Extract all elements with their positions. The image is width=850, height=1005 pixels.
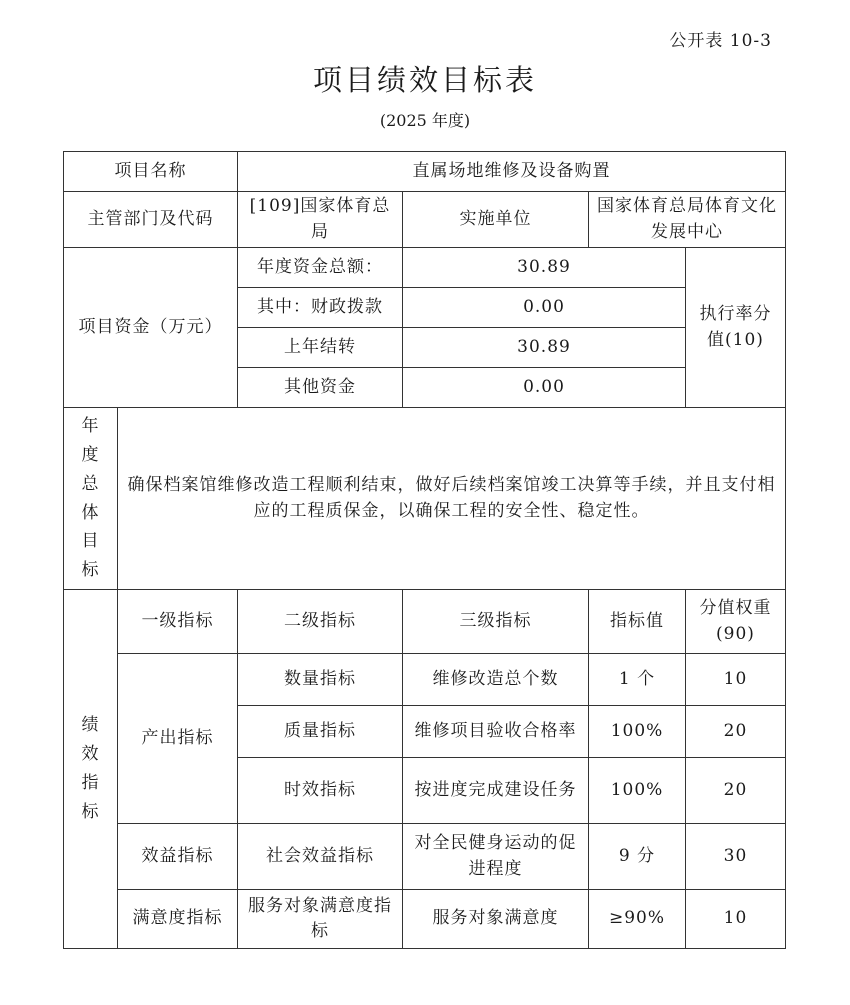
level2-header: 二级指标 — [238, 590, 403, 654]
fiscal-year: (2025 年度) — [379, 111, 471, 130]
level2-cell: 数量指标 — [238, 654, 403, 706]
project-name-value: 直属场地维修及设备购置 — [238, 152, 786, 192]
table-code: 公开表 10-3 — [669, 31, 772, 51]
value-header: 指标值 — [589, 590, 686, 654]
department-row — [64, 192, 786, 248]
table-row — [64, 824, 786, 890]
level2-cell: 时效指标 — [238, 758, 403, 824]
fund-carryover-label: 上年结转 — [238, 328, 403, 368]
page-title: 项目绩效目标表 — [312, 63, 537, 97]
fund-fiscal-value: 0.00 — [403, 288, 686, 328]
level3-cell: 维修项目验收合格率 — [403, 706, 589, 758]
fund-carryover-value: 30.89 — [403, 328, 686, 368]
weight-cell: 20 — [686, 706, 786, 758]
level1-header: 一级指标 — [118, 590, 238, 654]
fund-other-label: 其他资金 — [238, 368, 403, 408]
department-label: 主管部门及代码 — [64, 192, 238, 248]
value-cell: ≥90% — [589, 890, 686, 949]
level3-cell: 服务对象满意度 — [403, 890, 589, 949]
annual-goal-label: 年度总体目标 — [64, 408, 118, 590]
table-row — [64, 654, 786, 706]
value-cell: 1 个 — [589, 654, 686, 706]
fund-total-value: 30.89 — [403, 248, 686, 288]
fund-fiscal-label: 其中：财政拨款 — [238, 288, 403, 328]
level2-cell: 社会效益指标 — [238, 824, 403, 890]
fund-total-label: 年度资金总额： — [238, 248, 403, 288]
weight-cell: 10 — [686, 654, 786, 706]
indicator-header-row — [64, 590, 786, 654]
fund-other-value: 0.00 — [403, 368, 686, 408]
level2-cell: 服务对象满意度指标 — [238, 890, 403, 949]
output-indicator-label: 产出指标 — [118, 654, 238, 824]
level2-cell: 质量指标 — [238, 706, 403, 758]
value-cell: 9 分 — [589, 824, 686, 890]
annual-goal-row — [64, 408, 786, 590]
department-value: [109]国家体育总局 — [238, 192, 403, 248]
level3-cell: 维修改造总个数 — [403, 654, 589, 706]
benefit-indicator-label: 效益指标 — [118, 824, 238, 890]
funds-row — [64, 248, 786, 288]
weight-cell: 20 — [686, 758, 786, 824]
weight-header: 分值权重(90) — [686, 590, 786, 654]
project-funds-label: 项目资金（万元） — [64, 248, 238, 408]
implementing-unit-value: 国家体育总局体育文化发展中心 — [589, 192, 786, 248]
execution-rate-label: 执行率分值(10) — [686, 248, 786, 408]
project-name-label: 项目名称 — [64, 152, 238, 192]
level3-cell: 对全民健身运动的促进程度 — [403, 824, 589, 890]
table-row — [64, 890, 786, 949]
value-cell: 100% — [589, 758, 686, 824]
performance-indicators-label: 绩效指标 — [64, 590, 118, 949]
annual-goal-text: 确保档案馆维修改造工程顺利结束，做好后续档案馆竣工决算等手续，并且支付相应的工程质保金，以确保工程的安全性、稳定性。 — [118, 408, 786, 590]
weight-cell: 10 — [686, 890, 786, 949]
implementing-unit-label: 实施单位 — [403, 192, 589, 248]
level3-header: 三级指标 — [403, 590, 589, 654]
project-name-row — [64, 152, 786, 192]
performance-table — [63, 151, 786, 949]
weight-cell: 30 — [686, 824, 786, 890]
level3-cell: 按进度完成建设任务 — [403, 758, 589, 824]
satisfaction-indicator-label: 满意度指标 — [118, 890, 238, 949]
value-cell: 100% — [589, 706, 686, 758]
